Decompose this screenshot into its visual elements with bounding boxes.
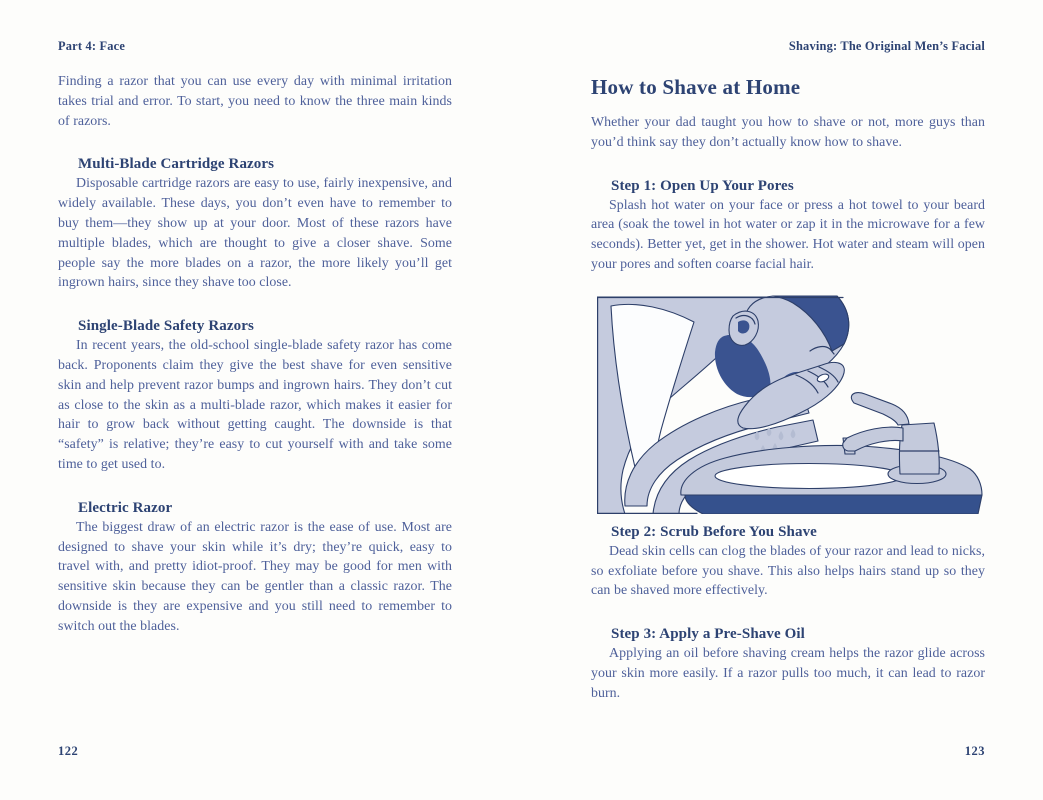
sink-apron xyxy=(685,495,982,514)
step-heading: Step 2: Scrub Before You Shave xyxy=(611,523,817,540)
faucet-column xyxy=(899,423,939,474)
step-body: Splash hot water on your face or press a hot towel to your beard area (soak the towel in hot water or zap it in the microwave for a few seconds). Better yet, get in the shower. Hot water and steam will open your pores and soften coarse facial hair. xyxy=(591,197,985,272)
section-body: Disposable cartridge razors are easy to use, fairly inexpensive, and widely available. These days, you don’t even have to remember to buy them—they show up at your door. Most of these razors have multiple blades, which are thought to give a closer shave. Some people say the more blades on a razor, the more likely you’ll get ingrown hairs, since they shave too close. xyxy=(58,176,452,291)
step-body: Dead skin cells can clog the blades of your razor and lead to nicks, so exfoliate before you shave. This also helps hairs stand up so they can be shaved more effectively. xyxy=(591,543,985,599)
page-number-right: 123 xyxy=(964,744,985,758)
chapter-title: How to Shave at Home xyxy=(591,75,801,99)
step-heading: Step 1: Open Up Your Pores xyxy=(611,177,794,194)
basin xyxy=(715,463,903,488)
running-header-right: Shaving: The Original Men’s Facial xyxy=(788,39,985,53)
paragraph-shave-intro: Whether your dad taught you how to shave or not, more guys than you’d think say they don’t actually know how to shave. xyxy=(591,115,985,150)
section-multi-blade xyxy=(58,154,452,293)
book-page-right xyxy=(591,0,985,800)
section-body: In recent years, the old-school single-blade safety razor has come back. Proponents claim they give the best shave for even sensitive skin and help prevent razor bumps and ingrown hairs. They don’t cut as close to the skin as a multi-blade razor, which makes it easier for hair to grow back without getting caught. The downside is that “safety” is relative; they’re easy to cut yourself with and take some time to get used to. xyxy=(58,338,452,472)
section-electric-razor xyxy=(58,498,452,637)
book-page-left xyxy=(58,0,452,800)
section-step-1 xyxy=(591,176,985,275)
section-body: The biggest draw of an electric razor is the ease of use. Most are designed to shave your skin while it’s dry; they’re quick, easy to travel with, and pretty idiot-proof. They may be good for men with sensitive skin because they can be gentler than a classic razor. The downside is they are expensive and you still need to remember to switch out the blades. xyxy=(58,519,452,634)
section-step-2 xyxy=(591,522,985,601)
section-heading: Electric Razor xyxy=(78,499,173,516)
section-heading: Multi-Blade Cartridge Razors xyxy=(78,156,275,173)
step-body: Applying an oil before shaving cream helps the razor glide across your skin more easily. If a razor pulls too much, it can lead to razor burn. xyxy=(591,646,985,701)
section-heading: Single-Blade Safety Razors xyxy=(78,318,254,335)
section-single-blade xyxy=(58,316,452,475)
illustration-man-washing-face xyxy=(597,294,984,514)
washing-face-illustration-svg xyxy=(597,294,984,514)
paragraph-razor-intro: Finding a razor that you can use every day with minimal irritation takes trial and error. To start, you need to know the three main kinds of razors. xyxy=(58,74,452,129)
page-number-left: 122 xyxy=(58,744,79,758)
faucet-handle xyxy=(851,392,909,424)
section-step-3 xyxy=(591,624,985,703)
step-heading: Step 3: Apply a Pre-Shave Oil xyxy=(611,626,805,643)
running-header-left: Part 4: Face xyxy=(58,39,126,53)
